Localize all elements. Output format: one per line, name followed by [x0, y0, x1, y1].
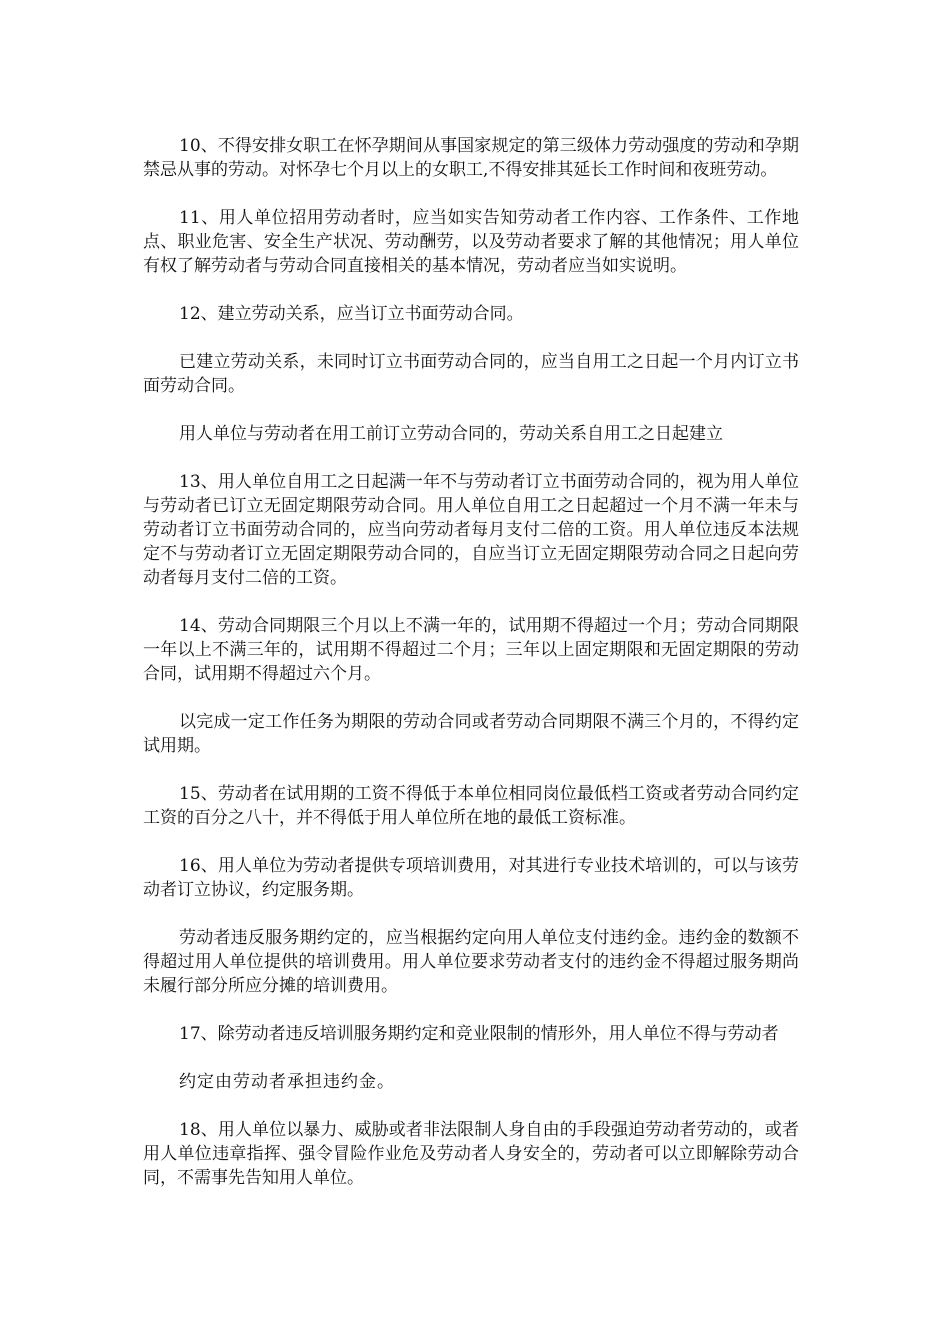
paragraph-14-a: 以完成一定工作任务为期限的劳动合同或者劳动合同期限不满三个月的，不得约定试用期。	[143, 712, 799, 756]
paragraph-12-b: 用人单位与劳动者在用工前订立劳动合同的，劳动关系自用工之日起建立	[179, 424, 723, 444]
paragraph-13: 13、用人单位自用工之日起满一年不与劳动者订立书面劳动合同的，视为用人单位与劳动者已订立无固定期限劳动合同。用人单位自用工之日起超过一个月不满一年未与劳动者订立书面劳动合同的，应当向劳动者每月支付二倍的工资。用人单位违反本法规定不与劳动者订立无固定期限劳动合同的，自应当订立无固定期限劳动合同之日起向劳动者每月支付二倍的工资。	[143, 472, 799, 588]
paragraph-16: 16、用人单位为劳动者提供专项培训费用，对其进行专业技术培训的，可以与该劳动者订立协议，约定服务期。	[143, 856, 799, 900]
paragraph-11: 11、用人单位招用劳动者时，应当如实告知劳动者工作内容、工作条件、工作地点、职业危害、安全生产状况、劳动酬劳，以及劳动者要求了解的其他情况；用人单位有权了解劳动者与劳动合同直接相关的基本情况，劳动者应当如实说明。	[143, 208, 799, 276]
paragraph-12: 12、建立劳动关系，应当订立书面劳动合同。	[179, 304, 524, 324]
paragraph-10: 10、不得安排女职工在怀孕期间从事国家规定的第三级体力劳动强度的劳动和孕期禁忌从事的劳动。对怀孕七个月以上的女职工,不得安排其延长工作时间和夜班劳动。	[143, 136, 799, 180]
paragraph-14: 14、劳动合同期限三个月以上不满一年的，试用期不得超过一个月；劳动合同期限一年以上不满三年的，试用期不得超过二个月；三年以上固定期限和无固定期限的劳动合同，试用期不得超过六个月。	[143, 616, 799, 684]
paragraph-12-a: 已建立劳动关系，未同时订立书面劳动合同的，应当自用工之日起一个月内订立书面劳动合同。	[143, 352, 799, 396]
paragraph-17-a: 约定由劳动者承担违约金。	[179, 1072, 395, 1092]
paragraph-17: 17、除劳动者违反培训服务期约定和竞业限制的情形外，用人单位不得与劳动者	[179, 1024, 779, 1044]
paragraph-18: 18、用人单位以暴力、威胁或者非法限制人身自由的手段强迫劳动者劳动的，或者用人单位违章指挥、强令冒险作业危及劳动者人身安全的，劳动者可以立即解除劳动合同，不需事先告知用人单位。	[143, 1120, 799, 1188]
document-body	[143, 134, 799, 1214]
paragraph-15: 15、劳动者在试用期的工资不得低于本单位相同岗位最低档工资或者劳动合同约定工资的百分之八十，并不得低于用人单位所在地的最低工资标准。	[143, 784, 799, 828]
paragraph-16-a: 劳动者违反服务期约定的，应当根据约定向用人单位支付违约金。违约金的数额不得超过用人单位提供的培训费用。用人单位要求劳动者支付的违约金不得超过服务期尚未履行部分所应分摊的培训费用。	[143, 928, 799, 996]
